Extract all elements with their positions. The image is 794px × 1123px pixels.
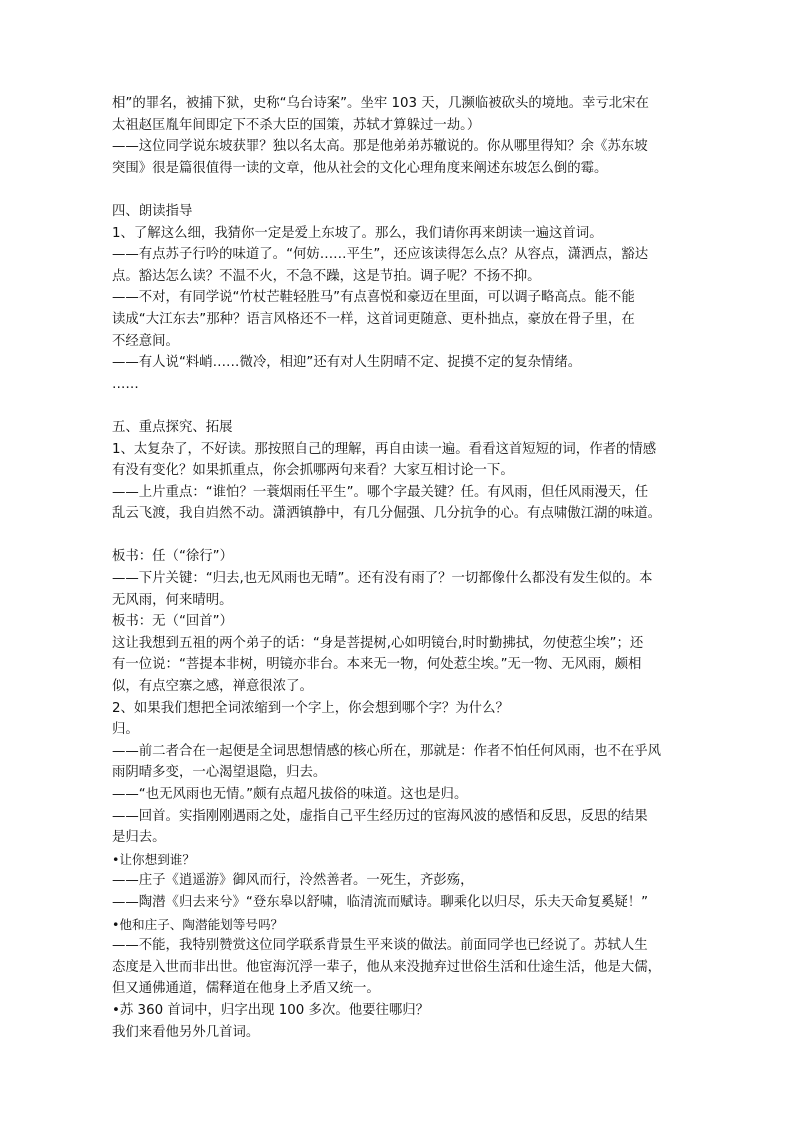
text-line: 似，有点空寨之感，禅意很浓了。 — [112, 679, 313, 695]
text-line: 有没有变化？如果抓重点，你会抓哪两句来看？大家互相讨论一下。 — [112, 463, 514, 479]
text-line: 我们来看他另外几首词。 — [112, 1024, 260, 1040]
text-line: 无风雨，何来晴明。 — [112, 592, 233, 608]
text-line: 归。 — [112, 722, 139, 738]
blackboard-note: 板书：无（“回首”） — [112, 614, 233, 630]
text-line: ——庄子《逍遥游》御风而行，泠然善者。一死生，齐彭殇， — [112, 873, 474, 889]
text-line: 1、了解这么细，我猜你一定是爱上东坡了。那么，我们请你再来朗读一遍这首词。 — [112, 225, 603, 241]
text-line: 读成“大江东去”那种？语言风格还不一样，这首词更随意、更朴拙点，豪放在骨子里，在 — [112, 311, 635, 327]
text-line: ——不能，我特别赞赏这位同学联系背景生平来谈的做法。前面同学也已经说了。苏轼人生 — [112, 938, 648, 954]
text-line: 相”的罪名，被捕下狱，史称“乌台诗案”。坐牢 103 天，几濒临被砍头的境地。幸亏北宋在 — [112, 96, 649, 111]
text-line: ——“也无风雨也无情。”颇有点超凡拔俗的味道。这也是归。 — [112, 787, 468, 802]
text-line: 态度是入世而非出世。他宦海沉浮一辈子，他从来没抛弃过世俗生活和仕途生活，他是大儒， — [112, 959, 662, 975]
text-line: ——不对，有同学说“竹杖芒鞋轻胜马”有点喜悦和豪迈在里面，可以调子略高点。能不能 — [112, 290, 635, 306]
section-heading-5: 五、重点探究、拓展 — [112, 419, 233, 435]
text-line: 但又通佛通道，儒释道在他身上矛盾又统一。 — [112, 981, 380, 997]
blank-line — [112, 395, 714, 417]
text-line: ——下片关键：“归去,也无风雨也无晴”。还有没有雨了？一切都像什么都没有发生似的。本 — [112, 571, 653, 587]
text-line: ——上片重点：“谁怕？一蓑烟雨任平生”。哪个字最关键？任。有风雨，但任风雨漫天，任 — [112, 484, 649, 500]
blank-line — [112, 179, 714, 201]
text-line: ——这位同学说东坡获罪？独以名太高。那是他弟弟苏辙说的。你从哪里得知？余《苏东坡 — [112, 139, 648, 155]
text-line: 突围》很是篇很值得一读的文章，他从社会的文化心理角度来阐述东坡怎么倒的霉。 — [112, 160, 608, 176]
text-line: ——有点苏子行吟的味道了。“何妨……平生”，还应该读得怎么点？从容点，潇洒点，豁达 — [112, 247, 649, 263]
text-line: 不经意间。 — [112, 333, 179, 349]
bullet-question: •苏 360 首词中，归字出现 100 多次。他要往哪归？ — [112, 1002, 430, 1018]
text-line: 是归去。 — [112, 830, 166, 846]
text-line: ——前二者合在一起便是全词思想情感的核心所在，那就是：作者不怕任何风雨，也不在乎风 — [112, 743, 662, 759]
text-line: 雨阴晴多变，一心渴望退隐，归去。 — [112, 765, 327, 781]
text-line: 点。豁达怎么读？不温不火，不急不躁，这是节拍。调子呢？不扬不抑。 — [112, 268, 541, 284]
text-line: ——有人说“料峭……微冷，相迎”还有对人生阴晴不定、捉摸不定的复杂情绪。 — [112, 355, 582, 371]
blank-line — [112, 525, 714, 547]
text-line: ——陶潜《归去来兮》“登东皋以舒啸，临清流而赋诗。聊乘化以归尽，乐夫天命复奚疑！” — [112, 894, 649, 910]
ellipsis-line: …… — [112, 376, 139, 392]
text-line: 太祖赵匡胤年间即定下不杀大臣的国策，苏轼才算躲过一劫。） — [112, 117, 481, 133]
text-line: 乱云飞渡，我自岿然不动。潇洒镇静中，有几分倔强、几分抗争的心。有点啸傲江湖的味道。 — [112, 506, 662, 522]
bullet-question: •让你想到谁？ — [112, 851, 195, 867]
text-line: 有一位说：“菩提本非树，明镜亦非台。本来无一物，何处惹尘埃。”无一物、无风雨，颇相 — [112, 657, 642, 673]
text-line: 这让我想到五祖的两个弟子的话：“身是菩提树,心如明镜台,时时勤拂拭，勿使惹尘埃”；还 — [112, 635, 644, 651]
section-heading-4: 四、朗读指导 — [112, 203, 193, 219]
bullet-question: •他和庄子、陶潜能划等号吗？ — [112, 916, 284, 932]
blackboard-note: 板书：任（“徐行”） — [112, 549, 233, 565]
text-line: ——回首。实指刚刚遇雨之处，虚指自己平生经历过的宦海风波的感悟和反思，反思的结果 — [112, 808, 648, 824]
text-line: 2、如果我们想把全词浓缩到一个字上，你会想到哪个字？为什么？ — [112, 700, 509, 716]
text-line: 1、太复杂了，不好读。那按照自己的理解，再自由读一遍。看看这首短短的词，作者的情感 — [112, 441, 657, 457]
